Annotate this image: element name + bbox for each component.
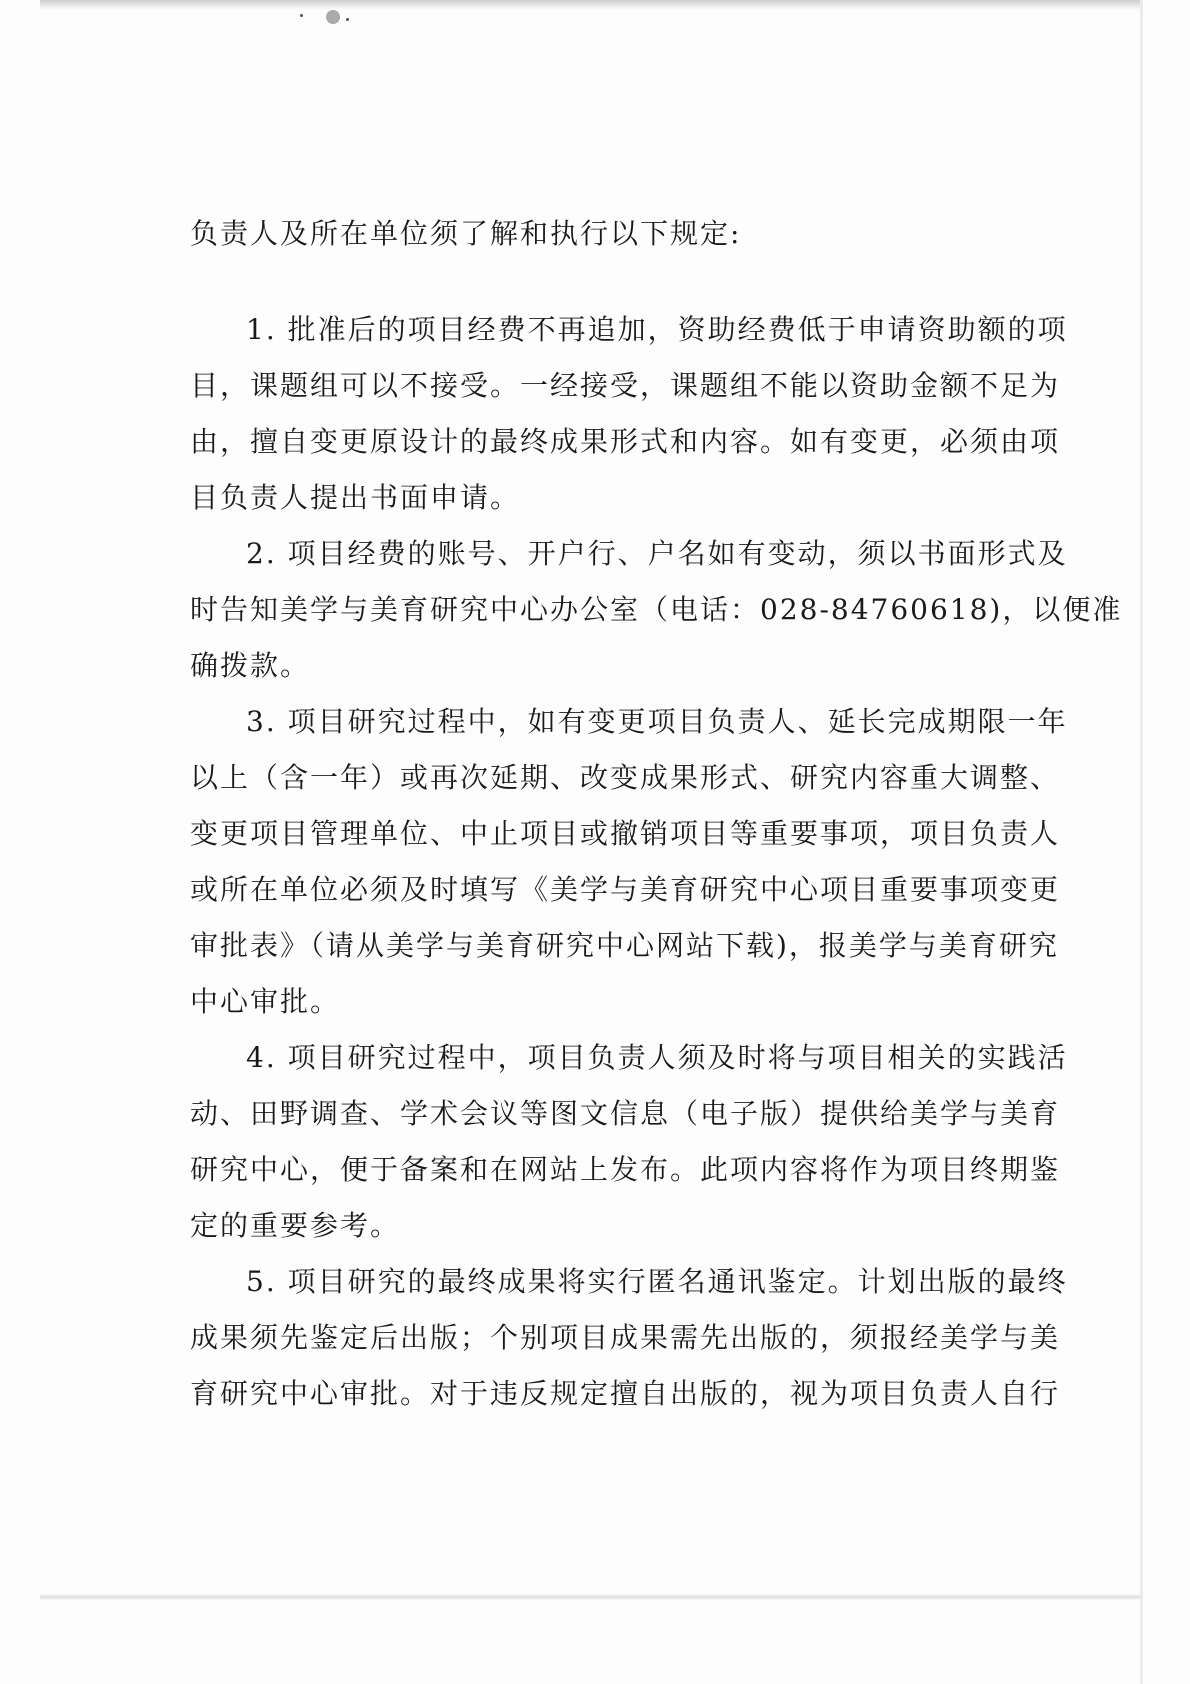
scan-edge-bottom [40,1594,1140,1600]
text-line: 目，课题组可以不接受。一经接受，课题组不能以资助金额不足为 [190,369,1061,402]
text-line: 时告知美学与美育研究中心办公室（电话：028-84760618)，以便准 [190,593,1123,626]
text-line: 或所在单位必须及时填写《美学与美育研究中心项目重要事项变更 [190,873,1061,906]
text-line: 动、田野调查、学术会议等图文信息（电子版）提供给美学与美育 [190,1097,1061,1130]
text-line: 1. 批准后的项目经费不再追加，资助经费低于申请资助额的项 [246,313,1068,346]
text-line: 变更项目管理单位、中止项目或撤销项目等重要事项，项目负责人 [190,817,1061,850]
scan-edge-top [40,0,1140,10]
text-line: 由，擅自变更原设计的最终成果形式和内容。如有变更，必须由项 [190,425,1061,458]
text-line: 3. 项目研究过程中，如有变更项目负责人、延长完成期限一年 [246,705,1068,738]
text-line: 5. 项目研究的最终成果将实行匿名通讯鉴定。计划出版的最终 [246,1265,1068,1298]
scan-edge-right [1140,0,1143,1684]
text-line: 2. 项目经费的账号、开户行、户名如有变动，须以书面形式及 [246,537,1068,570]
intro-gap [190,262,1020,302]
scan-specks [300,8,380,38]
text-line: 目负责人提出书面申请。 [190,481,521,514]
intro-line: 负责人及所在单位须了解和执行以下规定: [190,217,742,250]
document-body [190,206,1123,1422]
text-line: 4. 项目研究过程中，项目负责人须及时将与项目相关的实践活 [246,1041,1068,1074]
text-line: 定的重要参考。 [190,1209,401,1242]
text-line: 研究中心，便于备案和在网站上发布。此项内容将作为项目终期鉴 [190,1153,1061,1186]
text-line: 成果须先鉴定后出版；个别项目成果需先出版的，须报经美学与美 [190,1321,1061,1354]
text-line: 育研究中心审批。对于违反规定擅自出版的，视为项目负责人自行 [190,1377,1061,1410]
text-line: 审批表》（请从美学与美育研究中心网站下载)，报美学与美育研究 [190,929,1059,962]
text-line: 确拨款。 [190,649,311,682]
text-line: 中心审批。 [190,985,341,1018]
text-line: 以上（含一年）或再次延期、改变成果形式、研究内容重大调整、 [190,761,1061,794]
